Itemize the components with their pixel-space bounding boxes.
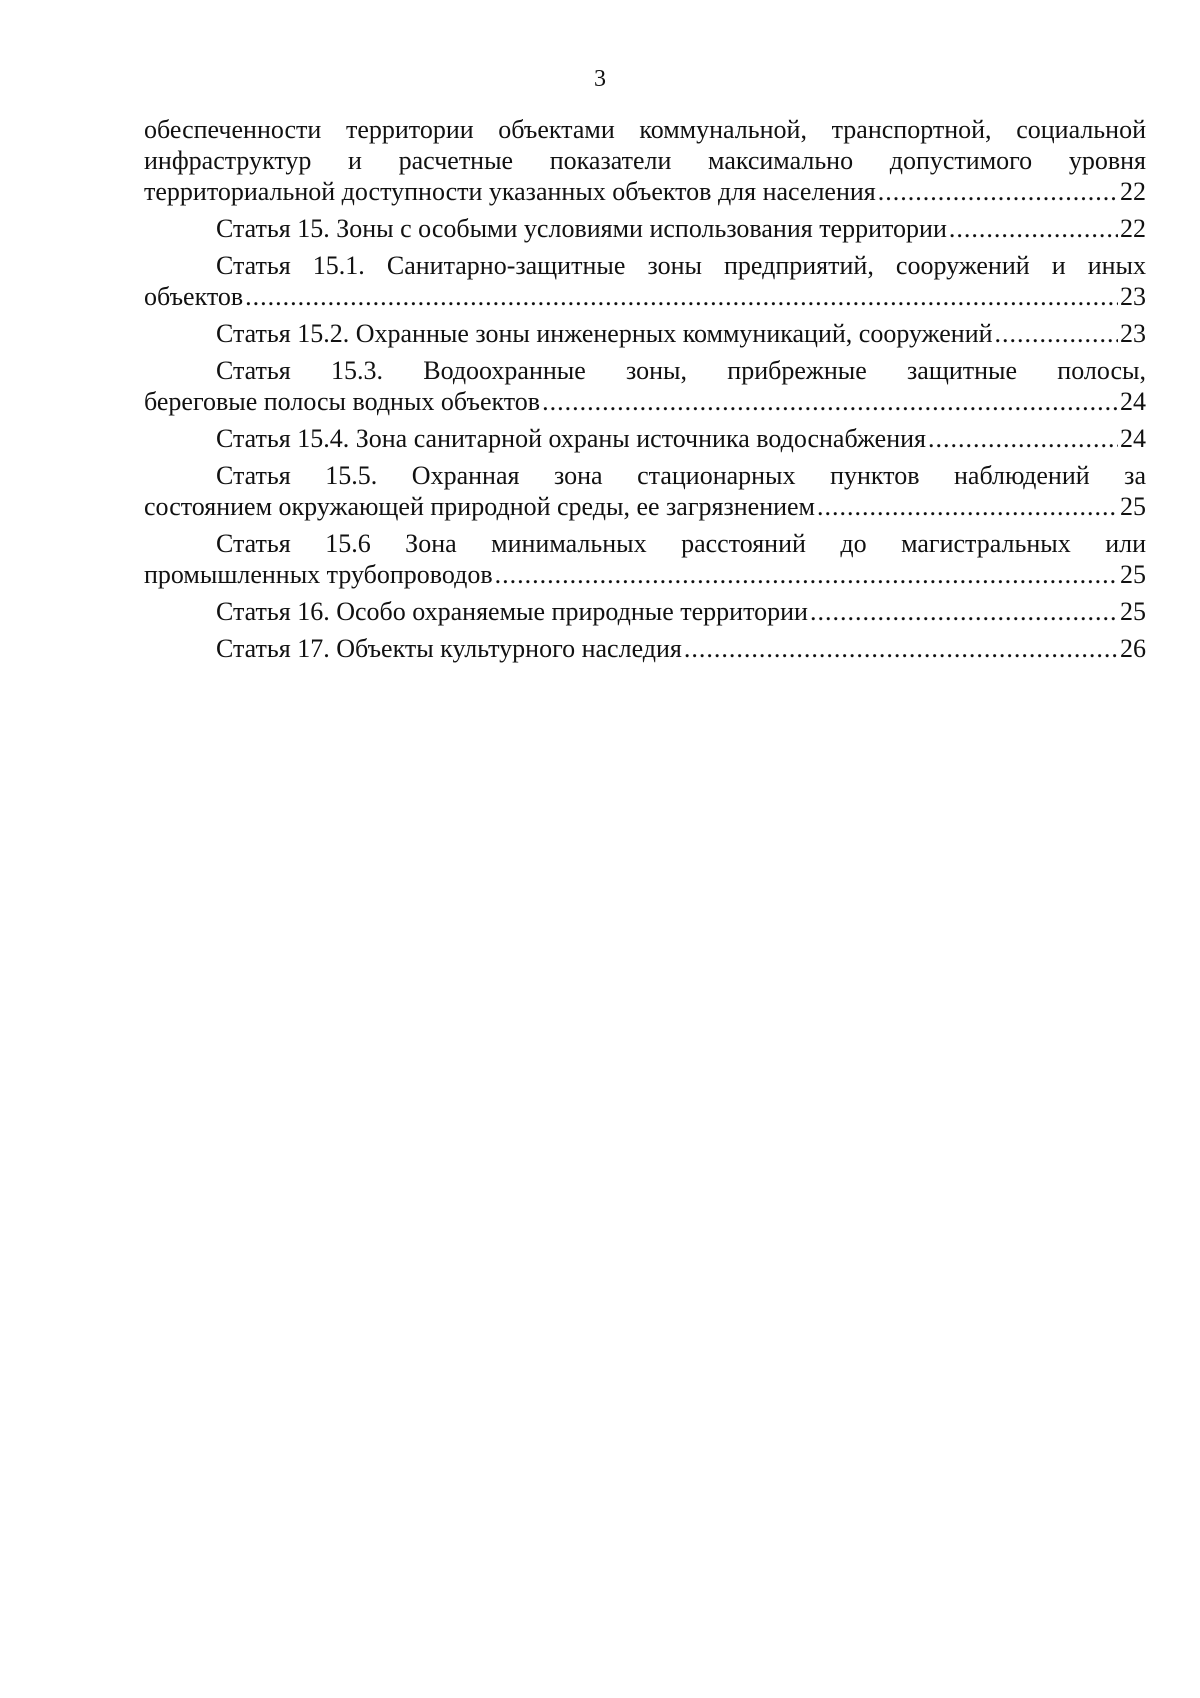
toc-entry-last-line — [144, 176, 1146, 207]
toc-entry-last-line — [144, 318, 1146, 349]
toc-entry-title: Статья 17. Объекты культурного наследия — [216, 634, 682, 663]
table-of-contents — [144, 114, 1146, 670]
toc-entry-title: береговые полосы водных объектов — [144, 387, 541, 416]
toc-page-number: 23 — [1120, 319, 1146, 348]
toc-leader-dots — [542, 386, 1118, 417]
toc-entry-last-line — [144, 633, 1146, 664]
toc-page-number: 25 — [1120, 492, 1146, 521]
toc-page-number: 25 — [1120, 560, 1146, 589]
toc-entry-line: Статья 15.6 Зона минимальных расстояний до магистральных или — [216, 529, 1146, 558]
toc-leader-dots — [810, 596, 1118, 627]
toc-leader-dots — [949, 213, 1118, 244]
toc-entry-last-line — [144, 281, 1146, 312]
toc-page-number: 23 — [1120, 282, 1146, 311]
toc-entry-title: Статья 15. Зоны с особыми условиями использования территории — [216, 214, 947, 243]
toc-entry-line: обеспеченности территории объектами коммунальной, транспортной, социальной — [144, 115, 1146, 144]
toc-entry-last-line — [144, 423, 1146, 454]
toc-entry-title: состоянием окружающей природной среды, ее загрязнением — [144, 492, 816, 521]
toc-entry-title: Статья 15.2. Охранные зоны инженерных коммуникаций, сооружений — [216, 319, 993, 348]
toc-entry-last-line — [144, 386, 1146, 417]
toc-entry-last-line — [144, 596, 1146, 627]
toc-entry-last-line — [144, 559, 1146, 590]
toc-entry-title: Статья 16. Особо охраняемые природные территории — [216, 597, 808, 626]
toc-entry-article-15-1[interactable] — [144, 250, 1146, 312]
toc-entry-article-15-6[interactable] — [144, 528, 1146, 590]
toc-entry-title: объектов — [144, 282, 244, 311]
toc-entry-line: инфраструктур и расчетные показатели максимально допустимого уровня — [144, 146, 1146, 175]
toc-leader-dots — [817, 491, 1118, 522]
toc-entry-article-16[interactable] — [144, 596, 1146, 627]
toc-entry-last-line — [144, 213, 1146, 244]
toc-entry-article-15-5[interactable] — [144, 460, 1146, 522]
page-number: 3 — [594, 66, 606, 92]
toc-leader-dots — [878, 176, 1118, 207]
toc-entry-line: Статья 15.5. Охранная зона стационарных пунктов наблюдений за — [216, 461, 1146, 490]
toc-entry-article-15[interactable] — [144, 213, 1146, 244]
toc-page-number: 22 — [1120, 214, 1146, 243]
toc-entry-last-line — [144, 491, 1146, 522]
toc-leader-dots — [495, 559, 1118, 590]
toc-entry-line: Статья 15.3. Водоохранные зоны, прибрежные защитные полосы, — [216, 356, 1146, 385]
toc-entry-article-15-3[interactable] — [144, 355, 1146, 417]
toc-leader-dots — [684, 633, 1118, 664]
toc-entry-title: Статья 15.4. Зона санитарной охраны источника водоснабжения — [216, 424, 926, 453]
toc-page-number: 24 — [1120, 424, 1146, 453]
toc-entry-article-17[interactable] — [144, 633, 1146, 664]
toc-entry-continued[interactable] — [144, 114, 1146, 207]
toc-leader-dots — [245, 281, 1118, 312]
toc-leader-dots — [928, 423, 1118, 454]
toc-page-number: 25 — [1120, 597, 1146, 626]
toc-page-number: 24 — [1120, 387, 1146, 416]
toc-entry-line: Статья 15.1. Санитарно-защитные зоны предприятий, сооружений и иных — [216, 251, 1146, 280]
toc-entry-title: промышленных трубопроводов — [144, 560, 493, 589]
toc-entry-article-15-4[interactable] — [144, 423, 1146, 454]
toc-page-number: 26 — [1120, 634, 1146, 663]
toc-page-number: 22 — [1120, 177, 1146, 206]
toc-entry-title: территориальной доступности указанных объектов для населения — [144, 177, 876, 206]
toc-leader-dots — [995, 318, 1118, 349]
toc-entry-article-15-2[interactable] — [144, 318, 1146, 349]
